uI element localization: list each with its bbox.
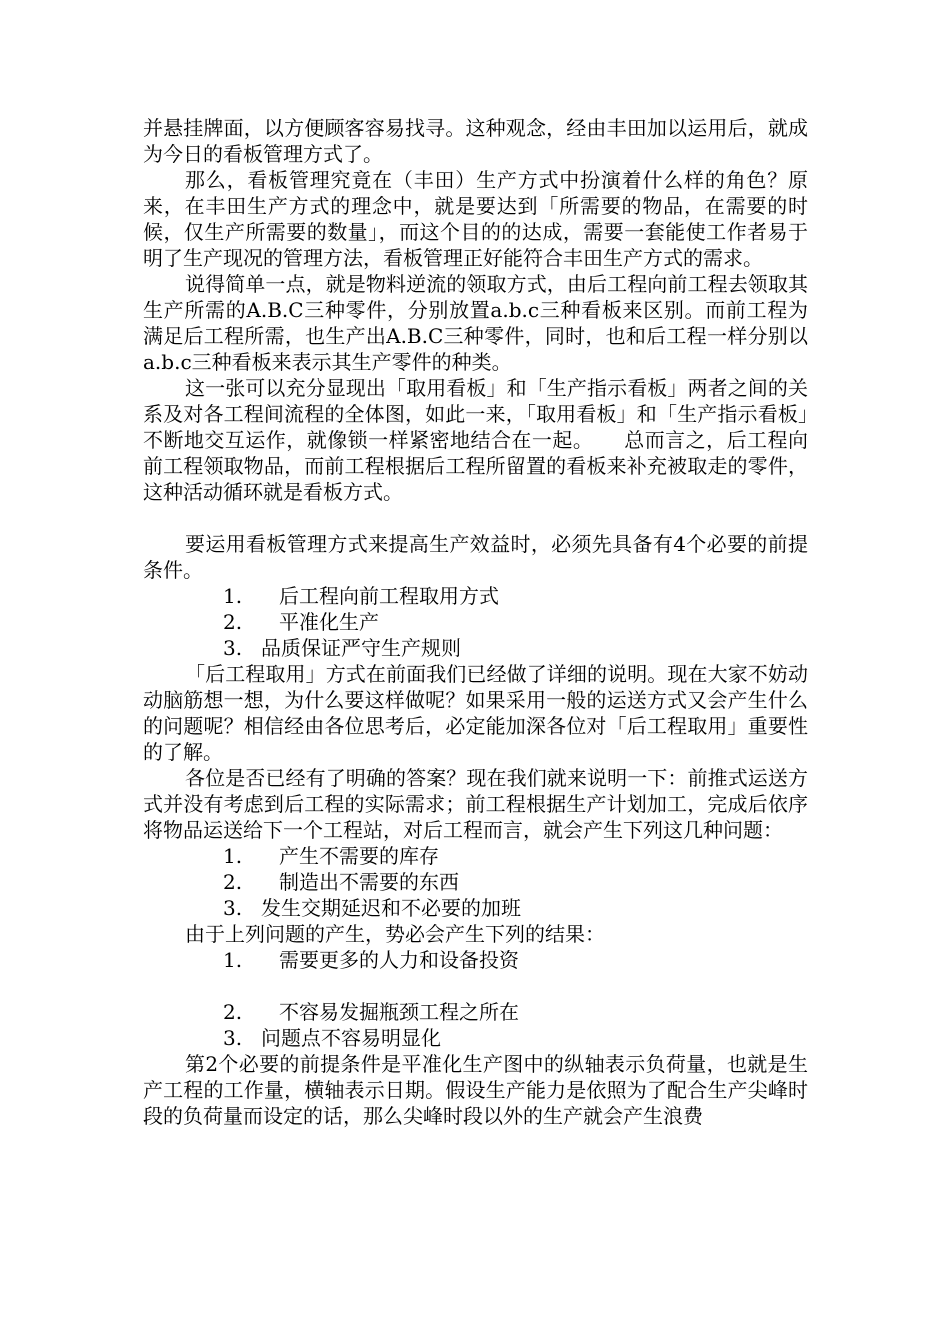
results-list — [143, 947, 808, 1051]
paragraph-2: 那么，看板管理究竟在（丰田）生产方式中扮演着什么样的角色？原来，在丰田生产方式的理念中，就是要达到「所需要的物品，在需要的时候，仅生产所需要的数量」，而这个目的的达成，需要一套能使工作者易于明了生产现况的管理方法，看板管理正好能符合丰田生产方式的需求。 — [143, 168, 808, 270]
list-item-text: 品质保证严守生产规则 — [261, 636, 461, 660]
list-item — [143, 609, 808, 635]
list-item-text: 需要更多的人力和设备投资 — [279, 948, 519, 972]
list-item-text: 问题点不容易明显化 — [261, 1026, 441, 1050]
list-item-number: 1. — [223, 584, 243, 608]
list-item — [143, 947, 808, 973]
list-item — [143, 843, 808, 869]
problems-list — [143, 843, 808, 921]
list-item-number: 3. — [223, 636, 243, 660]
paragraph-9: 第2个必要的前提条件是平准化生产图中的纵轴表示负荷量，也就是生产工程的工作量，横轴表示日期。假设生产能力是依照为了配合生产尖峰时段的负荷量而设定的话，那么尖峰时段以外的生产就会产生浪费 — [143, 1052, 808, 1128]
paragraph-1: 并悬挂牌面，以方便顾客容易找寻。这种观念，经由丰田加以运用后，就成为今日的看板管理方式了。 — [143, 116, 808, 166]
list-item-text: 不容易发掘瓶颈工程之所在 — [279, 1000, 519, 1024]
list-item-text: 产生不需要的库存 — [279, 844, 439, 868]
list-item-text: 发生交期延迟和不必要的加班 — [261, 896, 521, 920]
paragraph-4: 这一张可以充分显现出「取用看板」和「生产指示看板」两者之间的关系及对各工程间流程的全体图，如此一来，「取用看板」和「生产指示看板」不断地交互运作，就像锁一样紧密地结合在一起。 总而言之，后工程向前工程领取物品，而前工程根据后工程所留置的看板来补充被取走的零件，这种活动循环就是看板方式。 — [143, 376, 808, 504]
paragraph-6: 「后工程取用」方式在前面我们已经做了详细的说明。现在大家不妨动动脑筋想一想，为什么要这样做呢？如果采用一般的运送方式又会产生什么的问题呢？相信经由各位思考后，必定能加深各位对「后工程取用」重要性的了解。 — [143, 662, 808, 764]
list-item — [143, 895, 808, 921]
blank-line — [143, 973, 808, 999]
list-item — [143, 583, 808, 609]
list-item-text: 制造出不需要的东西 — [279, 870, 459, 894]
document-page — [143, 115, 808, 1129]
list-item — [143, 635, 808, 661]
list-item-number: 3. — [223, 1026, 243, 1050]
list-item-number: 1. — [223, 948, 243, 972]
list-item-number: 2. — [223, 1000, 243, 1024]
list-item-number: 3. — [223, 896, 243, 920]
paragraph-3: 说得简单一点，就是物料逆流的领取方式，由后工程向前工程去领取其生产所需的A.B.C三种零件，分别放置a.b.c三种看板来区别。而前工程为满足后工程所需，也生产出A.B.C三种零件，同时，也和后工程一样分别以a.b.c三种看板来表示其生产零件的种类。 — [143, 272, 808, 374]
blank-line — [143, 505, 808, 531]
list-item-number: 1. — [223, 844, 243, 868]
paragraph-8: 由于上列问题的产生，势必会产生下列的结果： — [185, 922, 605, 946]
list-item-number: 2. — [223, 870, 243, 894]
conditions-list — [143, 583, 808, 661]
paragraph-5: 要运用看板管理方式来提高生产效益时，必须先具备有4个必要的前提条件。 — [143, 532, 808, 582]
list-item — [143, 999, 808, 1025]
list-item-text: 平准化生产 — [279, 610, 379, 634]
paragraph-7: 各位是否已经有了明确的答案？现在我们就来说明一下：前推式运送方式并没有考虑到后工程的实际需求；前工程根据生产计划加工，完成后依序将物品运送给下一个工程站，对后工程而言，就会产生下列这几种问题： — [143, 766, 808, 842]
list-item — [143, 1025, 808, 1051]
list-item-text: 后工程向前工程取用方式 — [279, 584, 499, 608]
list-item-number: 2. — [223, 610, 243, 634]
list-item — [143, 869, 808, 895]
